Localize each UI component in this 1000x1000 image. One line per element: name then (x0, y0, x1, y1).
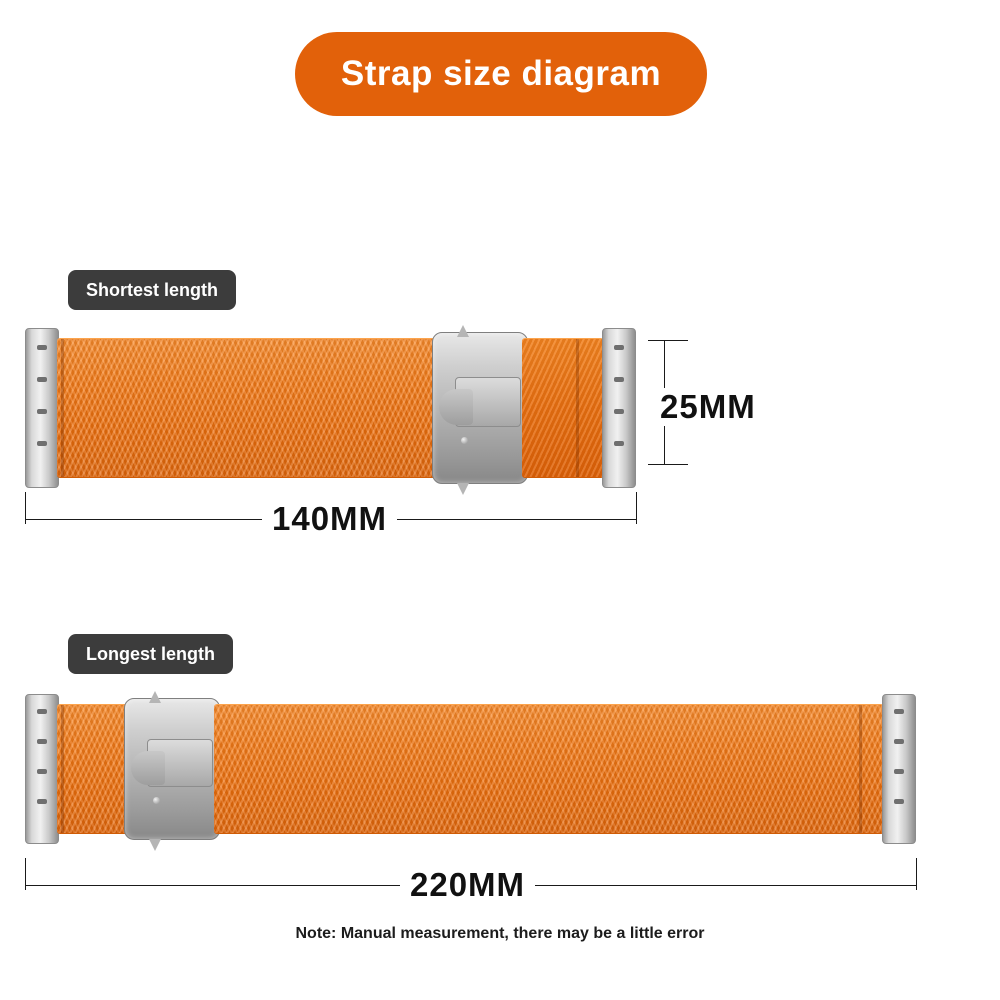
lug-notch-icon (614, 409, 624, 414)
clasp-pin (461, 437, 468, 444)
lug-left-longest (25, 694, 59, 844)
clasp-hook (439, 389, 473, 425)
longest-length-label-text: Longest length (86, 643, 215, 664)
strap-seam (859, 705, 862, 833)
lug-left-shortest (25, 328, 59, 488)
dim-label-width-shortest: 140MM (262, 500, 397, 538)
clasp-hook (131, 751, 165, 785)
clasp-pin (153, 797, 160, 804)
clasp-prong-bottom (149, 839, 161, 851)
clasp-prong-bottom (457, 483, 469, 495)
lug-notch-icon (37, 409, 47, 414)
clasp-prong-top (457, 325, 469, 337)
strap-seam (61, 339, 64, 477)
lug-right-longest (882, 694, 916, 844)
lug-notch-icon (37, 345, 47, 350)
lug-notch-icon (614, 441, 624, 446)
lug-notch-icon (37, 709, 47, 714)
dim-label-strap-height: 25MM (650, 388, 766, 426)
title-pill (295, 32, 707, 116)
dim-label-width-longest: 220MM (400, 866, 535, 904)
lug-notch-icon (894, 769, 904, 774)
dim-tick-bottom-25mm (648, 464, 688, 465)
shortest-length-label (68, 270, 236, 310)
lug-notch-icon (894, 709, 904, 714)
strap-seam (576, 339, 579, 477)
lug-notch-icon (894, 739, 904, 744)
page-title: Strap size diagram (340, 54, 662, 93)
strap-seam (61, 705, 64, 833)
strap-body-right-shortest (522, 338, 604, 478)
lug-notch-icon (37, 441, 47, 446)
lug-notch-icon (37, 377, 47, 382)
clasp-prong-top (149, 691, 161, 703)
strap-body-right-longest (214, 704, 884, 834)
measurement-note: Note: Manual measurement, there may be a little error (295, 925, 705, 942)
clasp-shortest (432, 332, 528, 484)
clasp-longest (124, 698, 220, 840)
shortest-length-label-text: Shortest length (86, 279, 219, 300)
lug-notch-icon (614, 345, 624, 350)
lug-notch-icon (894, 799, 904, 804)
strap-shortest-illustration (0, 310, 700, 500)
dim-tick-top-25mm (648, 340, 688, 341)
lug-notch-icon (37, 739, 47, 744)
lug-notch-icon (614, 377, 624, 382)
strap-body-left-shortest (57, 338, 457, 478)
lug-notch-icon (37, 799, 47, 804)
lug-right-shortest (602, 328, 636, 488)
strap-longest-illustration (0, 676, 980, 856)
lug-notch-icon (37, 769, 47, 774)
longest-length-label (68, 634, 233, 674)
